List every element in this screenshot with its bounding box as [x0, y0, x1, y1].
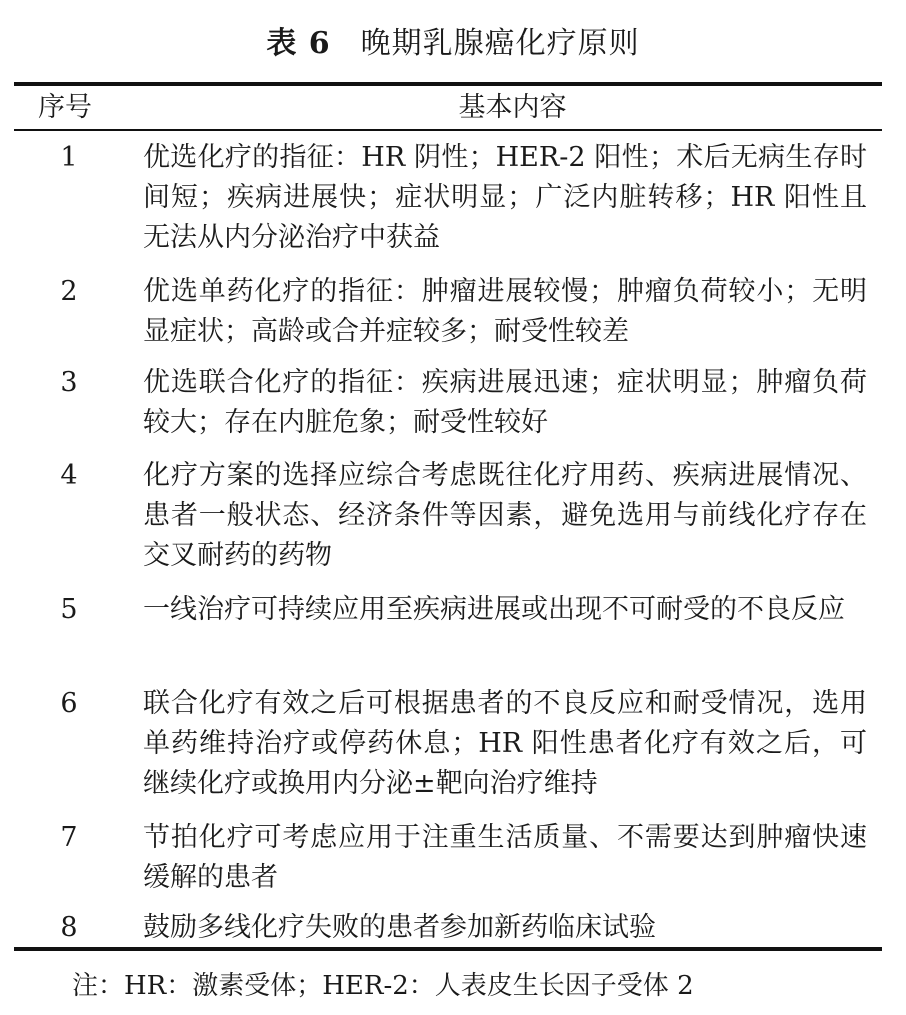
row-content: 节拍化疗可考虑应用于注重生活质量、不需要达到肿瘤快速缓解的患者	[143, 822, 867, 893]
row-index: 2	[60, 276, 78, 307]
header-rule	[14, 129, 882, 131]
table-number: 表 6	[266, 26, 331, 61]
row-content: 化疗方案的选择应综合考虑既往化疗用药、疾病进展情况、患者一般状态、经济条件等因素，避免选用与前线化疗存在交叉耐药的药物	[143, 460, 867, 571]
row-index: 7	[60, 822, 78, 853]
top-rule	[14, 82, 882, 86]
table-title	[0, 22, 906, 66]
row-content: 优选联合化疗的指征：疾病进展迅速；症状明显；肿瘤负荷较大；存在内脏危象；耐受性较好	[143, 367, 867, 438]
header-index: 序号	[38, 92, 92, 123]
row-content: 一线治疗可持续应用至疾病进展或出现不可耐受的不良反应	[143, 594, 845, 625]
row-index: 6	[60, 688, 78, 719]
row-index: 8	[60, 912, 78, 943]
row-index: 4	[60, 460, 78, 491]
row-index: 5	[60, 594, 78, 625]
header-content: 基本内容	[458, 92, 567, 123]
row-content: 优选单药化疗的指征：肿瘤进展较慢；肿瘤负荷较小；无明显症状；高龄或合并症较多；耐受性较差	[143, 276, 867, 347]
table-title-text: 晚期乳腺癌化疗原则	[360, 26, 640, 61]
row-content: 优选化疗的指征：HR 阴性；HER-2 阳性；术后无病生存时间短；疾病进展快；症状明显；广泛内脏转移；HR 阳性且无法从内分泌治疗中获益	[143, 142, 867, 253]
table-note: 注：HR：激素受体；HER-2：人表皮生长因子受体 2	[72, 971, 694, 1001]
row-content: 鼓励多线化疗失败的患者参加新药临床试验	[143, 912, 656, 943]
bottom-rule	[14, 947, 882, 951]
row-index: 1	[60, 142, 78, 173]
row-index: 3	[60, 367, 78, 398]
row-content: 联合化疗有效之后可根据患者的不良反应和耐受情况，选用单药维持治疗或停药休息；HR 阳性患者化疗有效之后，可继续化疗或换用内分泌±靶向治疗维持	[143, 688, 867, 799]
